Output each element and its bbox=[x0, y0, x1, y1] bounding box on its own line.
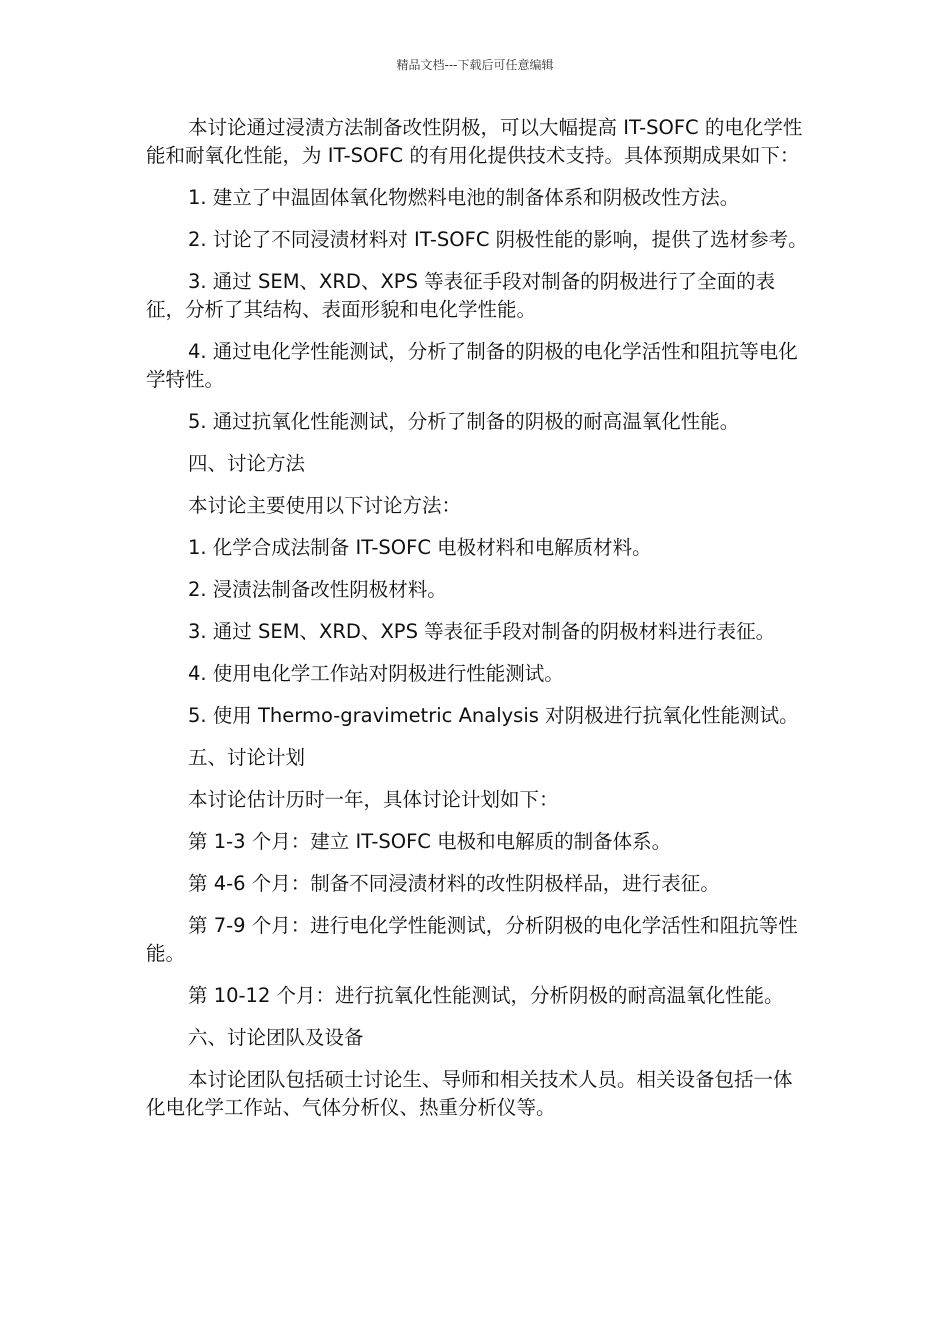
document-body bbox=[146, 114, 810, 1136]
method-item-5: 5. 使用 Thermo-gravimetric Analysis 对阴极进行抗氧化性能测试。 bbox=[188, 704, 799, 727]
result-item-4: 4. 通过电化学性能测试，分析了制备的阴极的电化学活性和阻抗等电化学特性。 bbox=[146, 340, 798, 391]
methods-intro: 本讨论主要使用以下讨论方法： bbox=[188, 494, 462, 517]
result-item-2: 2. 讨论了不同浸渍材料对 IT-SOFC 阴极性能的影响，提供了选材参考。 bbox=[188, 228, 808, 251]
section-heading-team: 六、讨论团队及设备 bbox=[188, 1026, 364, 1049]
expected-results-intro: 本讨论通过浸渍方法制备改性阴极，可以大幅提高 IT-SOFC 的电化学性能和耐氧化性能，为 IT-SOFC 的有用化提供技术支持。具体预期成果如下： bbox=[146, 116, 803, 167]
plan-intro: 本讨论估计历时一年，具体讨论计划如下： bbox=[188, 788, 559, 811]
team-description: 本讨论团队包括硕士讨论生、导师和相关技术人员。相关设备包括一体化电化学工作站、气体分析仪、热重分析仪等。 bbox=[146, 1068, 793, 1119]
method-item-2: 2. 浸渍法制备改性阴极材料。 bbox=[188, 578, 447, 601]
plan-item-2: 第 4-6 个月：制备不同浸渍材料的改性阴极样品，进行表征。 bbox=[188, 872, 720, 895]
section-heading-plan: 五、讨论计划 bbox=[188, 746, 306, 769]
result-item-3: 3. 通过 SEM、XRD、XPS 等表征手段对制备的阴极进行了全面的表征，分析了其结构、表面形貌和电化学性能。 bbox=[146, 270, 776, 321]
result-item-5: 5. 通过抗氧化性能测试，分析了制备的阴极的耐高温氧化性能。 bbox=[188, 410, 740, 433]
plan-item-1: 第 1-3 个月：建立 IT-SOFC 电极和电解质的制备体系。 bbox=[188, 830, 672, 853]
section-heading-methods: 四、讨论方法 bbox=[188, 452, 306, 475]
plan-item-4: 第 10-12 个月：进行抗氧化性能测试，分析阴极的耐高温氧化性能。 bbox=[188, 984, 784, 1007]
plan-item-3: 第 7-9 个月：进行电化学性能测试，分析阴极的电化学活性和阻抗等性能。 bbox=[146, 914, 798, 965]
result-item-1: 1. 建立了中温固体氧化物燃料电池的制备体系和阴极改性方法。 bbox=[188, 186, 740, 209]
page-header: 精品文档---下载后可任意编辑 bbox=[396, 58, 554, 72]
method-item-4: 4. 使用电化学工作站对阴极进行性能测试。 bbox=[188, 662, 564, 685]
method-item-1: 1. 化学合成法制备 IT-SOFC 电极材料和电解质材料。 bbox=[188, 536, 652, 559]
method-item-3: 3. 通过 SEM、XRD、XPS 等表征手段对制备的阴极材料进行表征。 bbox=[188, 620, 776, 643]
